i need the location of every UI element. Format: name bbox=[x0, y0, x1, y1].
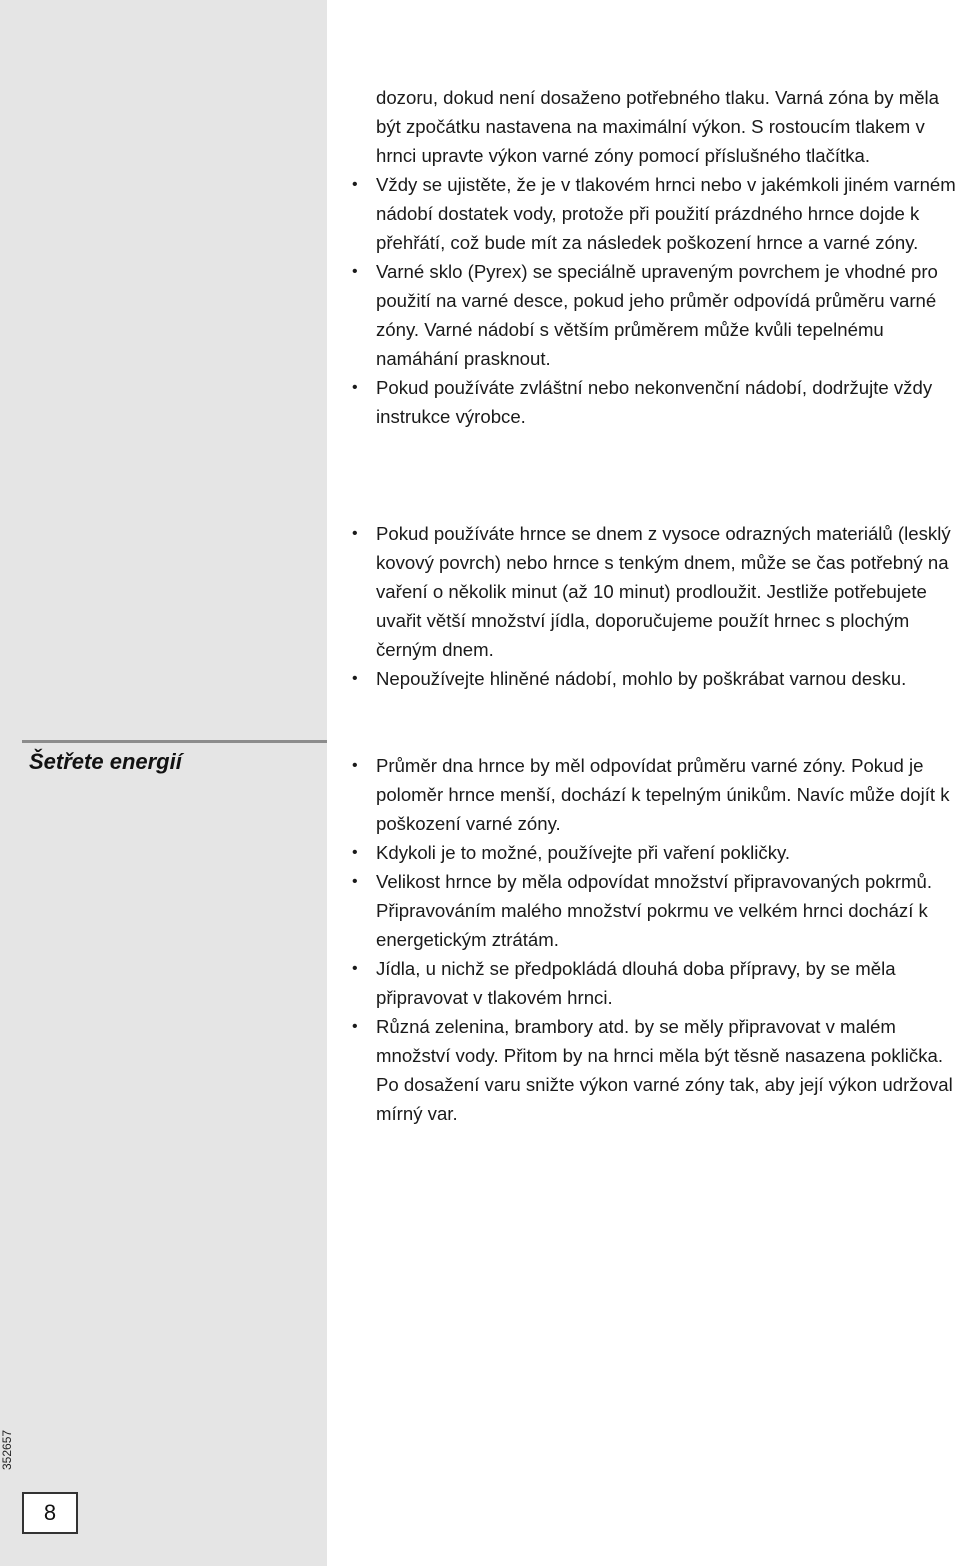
bullet-icon: • bbox=[352, 525, 358, 542]
section-title: Šetřete energií bbox=[29, 749, 182, 774]
energy-saving-list bbox=[350, 751, 960, 1128]
list-item-text: Průměr dna hrnce by měl odpovídat průměru varné zóny. Pokud je poloměr hrnce menší, dochází k tepelným únikům. Navíc může dojít k poškození varné zóny. bbox=[376, 755, 950, 834]
bullet-icon: • bbox=[352, 1018, 358, 1035]
document-code: 352657 bbox=[0, 1429, 14, 1471]
bullet-icon: • bbox=[352, 844, 358, 861]
list-item bbox=[350, 954, 960, 1012]
list-item bbox=[350, 1012, 960, 1128]
list-item bbox=[350, 257, 960, 373]
section-divider bbox=[22, 740, 327, 743]
list-item-text: Velikost hrnce by měla odpovídat množství připravovaných pokrmů. Připravováním malého množství pokrmu ve velkém hrnci dochází k energetickým ztrátám. bbox=[376, 871, 933, 950]
bullet-icon: • bbox=[352, 379, 358, 396]
list-item-text: Vždy se ujistěte, že je v tlakovém hrnci nebo v jakémkoli jiném varném nádobí dostatek vody, protože při použití prázdného hrnce dojde k přehřátí, což bude mít za následek poškození hrnce a varné zóny. bbox=[376, 174, 956, 253]
list-item bbox=[350, 373, 960, 431]
bullet-icon: • bbox=[352, 757, 358, 774]
list-item-text: Nepoužívejte hliněné nádobí, mohlo by poškrábat varnou desku. bbox=[376, 668, 907, 689]
list-item bbox=[350, 519, 960, 664]
list-item-text: Pokud používáte zvláštní nebo nekonvenční nádobí, dodržujte vždy instrukce výrobce. bbox=[376, 377, 933, 427]
list-item-text: Různá zelenina, brambory atd. by se měly připravovat v malém množství vody. Přitom by na hrnci měla být těsně nasazena poklička. Po dosažení varu snižte výkon varné zóny tak, aby její výkon udržoval mírný var. bbox=[376, 1016, 953, 1124]
list-item-text: Varné sklo (Pyrex) se speciálně upraveným povrchem je vhodné pro použití na varné desce, pokud jeho průměr odpovídá průměru varné zóny. Varné nádobí s větším průměrem může kvůli tepelnému namáhání prasknout. bbox=[376, 261, 938, 369]
list-item bbox=[350, 170, 960, 257]
intro-paragraph: dozoru, dokud není dosaženo potřebného tlaku. Varná zóna by měla být zpočátku nastavena na maximální výkon. S rostoucím tlakem v hrnci upravte výkon varné zóny pomocí příslušného tlačítka. bbox=[376, 87, 940, 166]
bullet-icon: • bbox=[352, 873, 358, 890]
list-item bbox=[350, 664, 960, 693]
list-item bbox=[350, 751, 960, 838]
page-number: 8 bbox=[43, 1500, 57, 1525]
bullet-icon: • bbox=[352, 263, 358, 280]
list-item-continuation bbox=[350, 83, 960, 170]
bullet-icon: • bbox=[352, 960, 358, 977]
list-item-text: Jídla, u nichž se předpokládá dlouhá doba přípravy, by se měla připravovat v tlakovém hrnci. bbox=[376, 958, 896, 1008]
bullet-icon: • bbox=[352, 670, 358, 687]
page-number-box bbox=[22, 1492, 78, 1534]
list-item bbox=[350, 838, 960, 867]
list-item-text: Pokud používáte hrnce se dnem z vysoce odrazných materiálů (lesklý kovový povrch) nebo hrnce s tenkým dnem, může se čas potřebný na vaření o několik minut (až 10 minut) prodloužit. Jestliže potřebujete uvařit větší množství jídla, doporučujeme použít hrnec s plochým černým dnem. bbox=[376, 523, 951, 660]
bullet-icon: • bbox=[352, 176, 358, 193]
precautions-list bbox=[350, 83, 960, 431]
list-item-text: Kdykoli je to možné, používejte při vaření pokličky. bbox=[376, 842, 791, 863]
list-item bbox=[350, 867, 960, 954]
cookware-list bbox=[350, 519, 960, 693]
sidebar-panel bbox=[0, 0, 327, 1566]
